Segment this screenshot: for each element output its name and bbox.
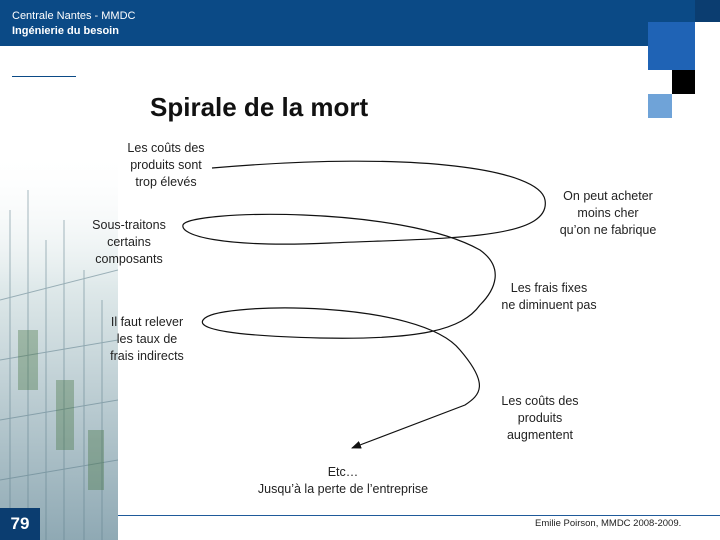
label-couts-augmentent bbox=[490, 393, 590, 444]
label-acheter-text: On peut acheter moins cher qu’on ne fabrique bbox=[559, 189, 657, 237]
label-etc-text: Etc… Jusqu’à la perte de l’entreprise bbox=[257, 465, 429, 496]
label-etc bbox=[238, 464, 448, 498]
header-line1: Centrale Nantes - MMDC bbox=[12, 10, 136, 22]
label-relever bbox=[98, 314, 196, 365]
label-sous-traiter-text: Sous-traitons certains composants bbox=[92, 218, 166, 266]
label-couts-eleves bbox=[116, 140, 216, 191]
label-sous-traiter bbox=[80, 217, 178, 268]
label-frais-fixes-text: Les frais fixes ne diminuent pas bbox=[501, 281, 597, 312]
label-frais-fixes bbox=[492, 280, 606, 314]
footer-line bbox=[118, 515, 720, 516]
footer-credit: Emilie Poirson, MMDC 2008-2009. bbox=[535, 518, 682, 529]
header-line2: Ingénierie du besoin bbox=[12, 25, 119, 37]
label-couts-eleves-text: Les coûts des produits sont trop élevés bbox=[127, 141, 205, 189]
label-relever-text: Il faut relever les taux de frais indirects bbox=[110, 315, 184, 363]
label-acheter bbox=[548, 188, 668, 239]
label-couts-augmentent-text: Les coûts des produits augmentent bbox=[501, 394, 579, 442]
slide-title: Spirale de la mort bbox=[150, 92, 369, 122]
page-number: 79 bbox=[0, 508, 40, 540]
